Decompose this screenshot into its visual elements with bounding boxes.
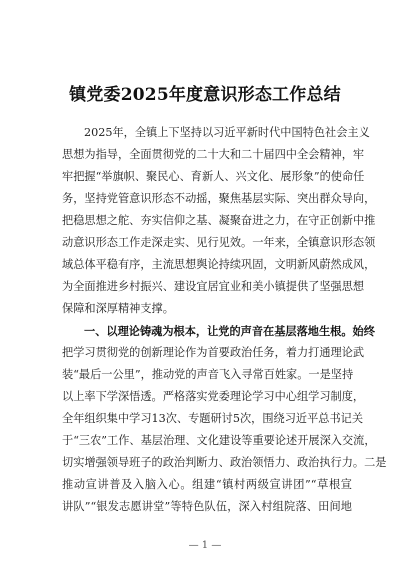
paragraph-line: 域总体平稳有序，主流思想舆论持续巩固，文明新风蔚然成风， [62,258,376,271]
paragraph-line: 牢把握“举旗帜、聚民心、育新人、兴文化、展形象”的使命任 [62,170,365,183]
paragraph-line: 全年组织集中学习13次、专题研讨5次，围绕习近平总书记关 [62,412,364,425]
paragraph-line: 推动宣讲普及入脑入心。组建“镇村两级宣讲团”“草根宣 [62,478,352,491]
paragraph-line: 动意识形态工作走深走实、见行见效。一年来，全镇意识形态领 [62,236,376,249]
paragraph-line: 讲队”“银发志愿讲堂”等特色队伍，深入村组院落、田间地 [62,500,352,513]
paragraph-line: 务，坚持党管意识形态不动摇，聚焦基层实际、突出群众导向， [62,192,376,205]
paragraph-line: 思想为指导，全面贯彻党的二十大和二十届四中全会精神，牢 [62,148,365,161]
document-title: 镇党委2025年度意识形态工作总结 [69,85,341,105]
section-heading-line: 一、以理论铸魂为根本，让党的声音在基层落地生根。始终 [84,324,375,338]
paragraph-line: 保障和深厚精神支撑。 [62,302,174,315]
paragraph-line: 切实增强领导班子的政治判断力、政治领悟力、政治执行力。二是 [62,456,387,469]
paragraph-line: 以上率下学深悟透。严格落实党委理论学习中心组学习制度， [62,390,365,403]
paragraph-line: 把稳思想之舵、夯实信仰之基、凝聚奋进之力，在守正创新中推 [62,214,376,227]
paragraph-line: 为全面推进乡村振兴、建设宜居宜业和美小镇提供了坚强思想 [62,280,365,293]
paragraph-line: 装“最后一公里”，推动党的声音飞入寻常百姓家。一是坚持 [62,368,354,381]
paragraph-line: 把学习贯彻党的创新理论作为首要政治任务，着力打通理论武 [62,346,365,359]
document-body [62,122,387,518]
paragraph-line: 于“三农”工作、基层治理、文化建设等重要论述开展深入交流， [62,434,376,447]
paragraph-line: 2025年，全镇上下坚持以习近平新时代中国特色社会主义 [84,126,370,139]
page-number: — 1 — [188,540,222,551]
